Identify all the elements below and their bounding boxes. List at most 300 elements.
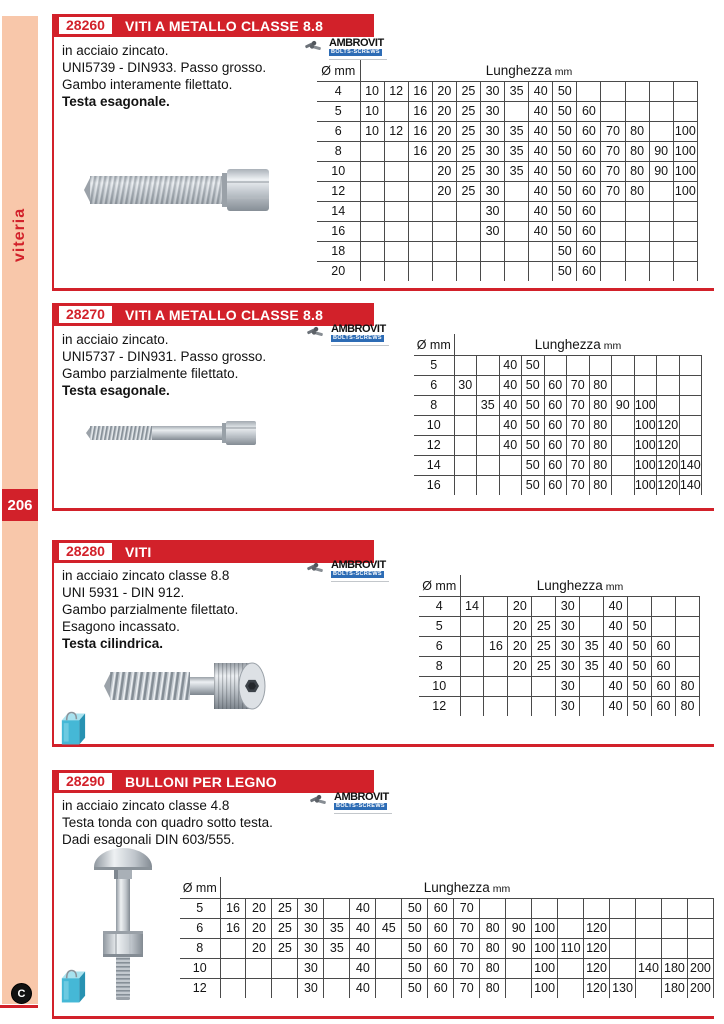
length-value: 60	[577, 122, 601, 142]
length-value	[636, 899, 662, 919]
length-value	[376, 979, 402, 999]
size-row	[317, 82, 698, 102]
length-value	[661, 939, 687, 959]
length-value: 20	[432, 182, 456, 202]
length-value: 35	[580, 657, 604, 677]
size-row	[419, 697, 700, 717]
length-value: 25	[456, 162, 480, 182]
diameter-value: 6	[180, 919, 220, 939]
brand-logo	[309, 792, 392, 814]
length-value: 35	[477, 396, 500, 416]
brand-name: AMBROVIT	[329, 37, 384, 49]
length-value	[384, 242, 408, 262]
length-value	[544, 356, 567, 376]
length-value	[360, 142, 384, 162]
length-value: 16	[408, 82, 432, 102]
length-value: 80	[625, 142, 649, 162]
length-value	[454, 416, 477, 436]
length-value: 70	[454, 899, 480, 919]
length-value	[679, 356, 702, 376]
length-value: 100	[532, 939, 558, 959]
length-value: 100	[634, 456, 657, 476]
length-value: 70	[567, 436, 590, 456]
length-value: 50	[522, 436, 545, 456]
length-value: 25	[532, 637, 556, 657]
hex-bolt-image	[82, 160, 272, 220]
length-value: 100	[532, 979, 558, 999]
length-value	[649, 182, 673, 202]
length-value: 120	[657, 476, 680, 496]
length-value	[460, 657, 484, 677]
length-value	[376, 959, 402, 979]
length-value	[384, 262, 408, 282]
length-value	[610, 959, 636, 979]
length-value: 50	[553, 222, 577, 242]
length-value: 50	[553, 82, 577, 102]
diameter-value: 6	[419, 637, 460, 657]
product-section-28270	[52, 303, 714, 511]
length-value: 70	[567, 476, 590, 496]
diameter-value: 8	[180, 939, 220, 959]
length-value	[484, 597, 508, 617]
length-value: 20	[508, 597, 532, 617]
length-value: 80	[625, 182, 649, 202]
length-value	[220, 979, 246, 999]
length-value	[477, 436, 500, 456]
screws-icon	[309, 792, 331, 808]
brand-name: AMBROVIT	[331, 323, 386, 335]
length-value	[454, 396, 477, 416]
length-value: 70	[567, 456, 590, 476]
length-value	[460, 637, 484, 657]
length-value: 80	[625, 122, 649, 142]
length-value	[612, 376, 635, 396]
length-value: 70	[454, 919, 480, 939]
length-value: 120	[657, 416, 680, 436]
length-value	[675, 617, 699, 637]
length-value	[661, 899, 687, 919]
length-value: 40	[499, 416, 522, 436]
length-value: 30	[480, 202, 504, 222]
length-value: 120	[584, 959, 610, 979]
length-value: 100	[634, 396, 657, 416]
length-value	[246, 979, 272, 999]
diameter-header: Ø mm	[317, 60, 360, 82]
length-value	[636, 919, 662, 939]
screws-icon	[306, 324, 328, 340]
diameter-value: 6	[317, 122, 360, 142]
diameter-value: 8	[317, 142, 360, 162]
diameter-value: 12	[414, 436, 454, 456]
length-value: 16	[408, 122, 432, 142]
size-row	[317, 182, 698, 202]
length-value: 30	[480, 182, 504, 202]
length-value: 60	[652, 677, 676, 697]
length-value: 50	[522, 456, 545, 476]
brand-logo	[306, 324, 389, 346]
length-value: 40	[350, 919, 376, 939]
length-value: 60	[428, 959, 454, 979]
length-value: 20	[508, 657, 532, 677]
length-value: 40	[529, 162, 553, 182]
length-value: 60	[544, 376, 567, 396]
length-value	[384, 182, 408, 202]
brand-logo	[306, 560, 389, 582]
section-title: BULLONI PER LEGNO	[124, 773, 277, 790]
size-row	[414, 356, 702, 376]
length-value: 80	[625, 162, 649, 182]
length-value: 25	[456, 102, 480, 122]
length-value	[580, 677, 604, 697]
length-value: 90	[649, 162, 673, 182]
length-value: 100	[673, 182, 697, 202]
length-value	[456, 242, 480, 262]
length-value: 30	[454, 376, 477, 396]
diameter-value: 8	[414, 396, 454, 416]
diameter-header: Ø mm	[414, 334, 454, 356]
length-value: 50	[553, 142, 577, 162]
description-feature: Testa cilindrica.	[62, 636, 164, 651]
length-value	[532, 677, 556, 697]
length-value	[499, 476, 522, 496]
diameter-value: 8	[419, 657, 460, 677]
length-value	[477, 356, 500, 376]
length-value: 12	[384, 122, 408, 142]
length-value: 70	[601, 182, 625, 202]
length-value	[625, 262, 649, 282]
length-value: 70	[567, 396, 590, 416]
brand-text	[331, 560, 389, 582]
length-value: 30	[298, 899, 324, 919]
brand-rule	[331, 581, 389, 582]
brand-text	[334, 792, 392, 814]
length-value: 60	[428, 919, 454, 939]
length-value	[634, 376, 657, 396]
length-value	[625, 82, 649, 102]
length-value: 10	[360, 102, 384, 122]
length-value	[360, 262, 384, 282]
size-row	[180, 939, 714, 959]
length-value: 70	[454, 979, 480, 999]
length-value: 30	[556, 677, 580, 697]
length-value: 10	[360, 122, 384, 142]
description-line: in acciaio zincato classe 8.8	[62, 568, 230, 583]
length-value: 30	[298, 939, 324, 959]
length-value	[408, 262, 432, 282]
description-line: UNI5739 - DIN933. Passo grosso.	[62, 60, 267, 75]
length-value: 60	[577, 262, 601, 282]
length-value	[580, 617, 604, 637]
product-code: 28270	[59, 306, 112, 323]
length-value: 50	[553, 262, 577, 282]
length-value	[625, 102, 649, 122]
length-value: 50	[553, 102, 577, 122]
length-value	[432, 222, 456, 242]
length-value	[580, 597, 604, 617]
brand-logo	[304, 38, 387, 60]
length-value: 60	[428, 939, 454, 959]
size-row	[414, 396, 702, 416]
length-value	[454, 436, 477, 456]
length-value: 80	[589, 476, 612, 496]
length-value: 30	[480, 122, 504, 142]
diameter-header: Ø mm	[419, 575, 460, 597]
length-value	[634, 356, 657, 376]
length-value: 35	[324, 919, 350, 939]
description-line: in acciaio zincato.	[62, 332, 169, 347]
product-bag-icon	[57, 966, 88, 1006]
length-header: Lunghezza mm	[220, 877, 714, 899]
length-value: 35	[505, 162, 529, 182]
length-value: 50	[553, 122, 577, 142]
length-value	[360, 182, 384, 202]
length-value	[636, 939, 662, 959]
length-value: 90	[506, 939, 532, 959]
size-row	[414, 416, 702, 436]
length-value	[649, 222, 673, 242]
length-value: 30	[480, 222, 504, 242]
length-value: 40	[604, 637, 628, 657]
length-value: 60	[577, 182, 601, 202]
length-value: 20	[508, 617, 532, 637]
length-value	[679, 436, 702, 456]
length-value	[376, 899, 402, 919]
length-value	[484, 677, 508, 697]
carriage-bolt-image	[90, 842, 156, 1004]
length-value: 20	[432, 142, 456, 162]
length-value: 80	[480, 919, 506, 939]
length-value	[601, 102, 625, 122]
length-value	[454, 456, 477, 476]
section-header-bar	[54, 14, 374, 37]
description-feature: Testa esagonale.	[62, 94, 170, 109]
size-row	[419, 617, 700, 637]
length-value: 100	[673, 142, 697, 162]
length-value	[601, 222, 625, 242]
length-value: 50	[402, 979, 428, 999]
length-value	[505, 242, 529, 262]
length-value	[505, 202, 529, 222]
size-row	[317, 102, 698, 122]
length-value: 35	[505, 82, 529, 102]
length-value	[456, 262, 480, 282]
length-value	[567, 356, 590, 376]
length-value	[649, 202, 673, 222]
length-value: 50	[402, 899, 428, 919]
length-value	[625, 242, 649, 262]
length-value	[477, 456, 500, 476]
length-value	[324, 979, 350, 999]
length-value	[272, 959, 298, 979]
length-value: 100	[532, 959, 558, 979]
length-value: 100	[634, 416, 657, 436]
length-value: 30	[556, 637, 580, 657]
length-value	[508, 697, 532, 717]
length-value: 60	[544, 456, 567, 476]
length-value	[625, 222, 649, 242]
size-row	[419, 597, 700, 617]
length-value	[679, 376, 702, 396]
product-code: 28280	[59, 543, 112, 560]
length-value: 50	[402, 919, 428, 939]
length-value: 180	[661, 959, 687, 979]
length-value	[454, 356, 477, 376]
length-value	[601, 82, 625, 102]
length-value: 60	[577, 222, 601, 242]
length-value	[408, 182, 432, 202]
length-value	[384, 162, 408, 182]
length-value: 35	[505, 122, 529, 142]
length-value	[408, 222, 432, 242]
diameter-value: 5	[180, 899, 220, 919]
length-value: 60	[577, 142, 601, 162]
length-value: 20	[246, 899, 272, 919]
length-value: 80	[480, 959, 506, 979]
table-header-row	[414, 334, 702, 356]
description-line: Esagono incassato.	[62, 619, 180, 634]
length-value: 80	[589, 416, 612, 436]
brand-name: AMBROVIT	[331, 559, 386, 571]
diameter-value: 16	[414, 476, 454, 496]
size-table	[180, 877, 714, 998]
length-value: 16	[408, 102, 432, 122]
length-value: 100	[673, 122, 697, 142]
size-row	[317, 242, 698, 262]
length-value	[679, 396, 702, 416]
length-value: 120	[657, 456, 680, 476]
length-value: 120	[584, 939, 610, 959]
length-value	[506, 979, 532, 999]
length-value	[612, 416, 635, 436]
length-value: 60	[577, 202, 601, 222]
length-value: 70	[601, 162, 625, 182]
length-value: 80	[480, 979, 506, 999]
length-value	[558, 899, 584, 919]
length-value	[584, 899, 610, 919]
length-value	[657, 376, 680, 396]
diameter-value: 6	[414, 376, 454, 396]
length-value	[360, 162, 384, 182]
brand-subtitle: BOLTS-SCREWS	[331, 49, 381, 55]
length-value: 25	[532, 617, 556, 637]
length-value: 20	[246, 919, 272, 939]
length-value	[477, 476, 500, 496]
length-value	[661, 919, 687, 939]
length-value	[649, 82, 673, 102]
length-value: 60	[428, 979, 454, 999]
length-value: 25	[272, 919, 298, 939]
size-table	[317, 60, 698, 281]
length-value: 40	[350, 979, 376, 999]
length-value: 20	[432, 82, 456, 102]
length-value	[687, 899, 713, 919]
partially-threaded-bolt-image	[84, 415, 259, 451]
diameter-value: 16	[317, 222, 360, 242]
length-value	[477, 376, 500, 396]
length-value: 35	[505, 142, 529, 162]
length-value: 80	[480, 939, 506, 959]
length-value: 100	[634, 476, 657, 496]
length-value: 40	[529, 202, 553, 222]
length-value	[408, 162, 432, 182]
length-value	[532, 597, 556, 617]
length-value: 30	[480, 142, 504, 162]
length-value	[529, 262, 553, 282]
length-value: 40	[604, 617, 628, 637]
socket-cap-screw-image	[102, 646, 267, 728]
length-value	[649, 242, 673, 262]
length-value: 50	[553, 162, 577, 182]
product-section-28290	[52, 770, 714, 1019]
length-value	[484, 617, 508, 637]
length-value	[612, 436, 635, 456]
length-value: 40	[499, 376, 522, 396]
diameter-value: 5	[419, 617, 460, 637]
size-row	[317, 162, 698, 182]
length-value	[675, 637, 699, 657]
length-value: 50	[628, 637, 652, 657]
length-value: 40	[604, 697, 628, 717]
length-value	[272, 979, 298, 999]
diameter-value: 10	[419, 677, 460, 697]
size-row	[414, 436, 702, 456]
brand-text	[331, 324, 389, 346]
length-value: 35	[580, 637, 604, 657]
length-value: 30	[298, 979, 324, 999]
length-value	[505, 102, 529, 122]
length-value	[657, 356, 680, 376]
length-value: 16	[408, 142, 432, 162]
length-value	[499, 456, 522, 476]
length-value	[529, 242, 553, 262]
length-value	[649, 122, 673, 142]
length-value: 40	[499, 396, 522, 416]
product-description	[62, 797, 273, 848]
length-value: 100	[532, 919, 558, 939]
table-header-row	[180, 877, 714, 899]
length-value	[601, 242, 625, 262]
length-value	[652, 617, 676, 637]
length-value: 60	[544, 436, 567, 456]
diameter-value: 4	[317, 82, 360, 102]
length-value	[673, 82, 697, 102]
length-value	[360, 222, 384, 242]
length-value	[384, 102, 408, 122]
length-value	[456, 222, 480, 242]
size-row	[317, 222, 698, 242]
description-line: Gambo parzialmente filettato.	[62, 602, 239, 617]
length-value: 60	[577, 162, 601, 182]
length-value: 120	[584, 919, 610, 939]
length-value: 40	[350, 939, 376, 959]
length-value	[610, 899, 636, 919]
length-value: 100	[673, 162, 697, 182]
length-value	[673, 202, 697, 222]
diameter-value: 18	[317, 242, 360, 262]
size-table	[419, 575, 700, 716]
length-value	[612, 356, 635, 376]
length-value	[679, 416, 702, 436]
page-number-badge: 206	[2, 489, 38, 521]
length-value: 20	[246, 939, 272, 959]
length-value	[532, 697, 556, 717]
length-value: 25	[456, 142, 480, 162]
length-value: 40	[499, 436, 522, 456]
length-value: 20	[432, 102, 456, 122]
length-value: 30	[480, 162, 504, 182]
length-value: 90	[612, 396, 635, 416]
diameter-value: 12	[419, 697, 460, 717]
